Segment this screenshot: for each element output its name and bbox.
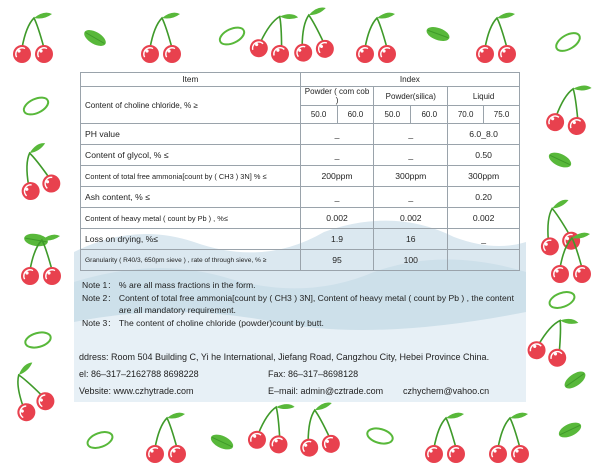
table-header-row — [81, 73, 520, 87]
cell-value: 0.20 — [448, 187, 520, 208]
tel-text: el: 86–317–2162788 8698228 — [79, 369, 199, 379]
cell-value: 6.0_8.0 — [448, 124, 520, 145]
row-label: Ash content, % ≤ — [81, 187, 301, 208]
cell-value: 1.9 — [300, 229, 374, 250]
note-key: Note 2： — [82, 292, 116, 303]
row-label: Loss on drying, %≤ — [81, 229, 301, 250]
row-label: Content of heavy metal ( count by Pb ) , %≤ — [81, 208, 301, 229]
note-text: % are all mass fractions in the form. — [118, 280, 256, 290]
cherry-icon — [356, 13, 396, 63]
cherry-icon — [545, 80, 593, 137]
leaf-icon — [85, 429, 114, 451]
table-row — [81, 87, 520, 106]
cherry-icon — [293, 402, 341, 459]
cell-value: _ — [374, 124, 448, 145]
table-row — [81, 187, 520, 208]
row-label: Content of glycol, % ≤ — [81, 145, 301, 166]
cell-value: 0.002 — [448, 208, 520, 229]
note-text: The content of choline chloride (powder)count by butt. — [118, 317, 324, 328]
note-key: Note 3： — [82, 317, 116, 328]
leaf-icon — [82, 27, 109, 49]
leaf-icon — [562, 368, 589, 392]
note-item — [82, 279, 522, 292]
choline-value: 70.0 — [448, 106, 484, 124]
cherry-icon — [476, 13, 516, 63]
index-header: Index — [300, 73, 519, 87]
choline-value: 60.0 — [337, 106, 374, 124]
table-row — [81, 166, 520, 187]
cherry-icon — [248, 6, 300, 65]
cell-value: _ — [448, 229, 520, 250]
cherry-icon — [531, 198, 583, 257]
leaf-icon — [425, 24, 452, 43]
table-row — [81, 145, 520, 166]
row-label: PH value — [81, 124, 301, 145]
col-group-powder-corncob: Powder ( com cob ) — [300, 87, 374, 106]
cell-value: 16 — [374, 229, 448, 250]
row-label: Granularity ( R40/3, 650pm sieve ) , rate of through sieve, % ≥ — [81, 250, 301, 271]
cherry-icon — [551, 233, 591, 283]
col-group-powder-silica: Powder(silica) — [374, 87, 448, 106]
table-row — [81, 208, 520, 229]
website-link[interactable]: Vebsite: www.czhytrade.com — [79, 386, 194, 396]
cell-value: 0.50 — [448, 145, 520, 166]
cell-value: _ — [300, 124, 374, 145]
cherry-icon — [141, 13, 181, 63]
cell-value: 300ppm — [374, 166, 448, 187]
cell-value: 0.002 — [300, 208, 374, 229]
leaf-icon — [217, 24, 246, 48]
leaf-icon — [209, 431, 236, 452]
cell-value: 95 — [300, 250, 374, 271]
fax-text: Fax: 86–317–8698128 — [268, 369, 359, 379]
cell-value: _ — [300, 145, 374, 166]
choline-value: 75.0 — [484, 106, 520, 124]
col-group-liquid: Liquid — [448, 87, 520, 106]
email2-link[interactable]: czhychem@vahoo.cn — [403, 386, 490, 396]
leaf-icon — [21, 94, 50, 118]
leaf-icon — [547, 149, 574, 170]
leaf-icon — [24, 330, 53, 350]
leaf-icon — [557, 419, 584, 440]
cell-value: 200ppm — [300, 166, 374, 187]
cherry-icon — [13, 13, 53, 63]
row-label: Content of total free ammonia[count by ( CH3 ) 3N] % ≤ — [81, 166, 301, 187]
choline-value: 50.0 — [374, 106, 411, 124]
note-text: Content of total free ammonia[count by ( CH3 ) 3N], Content of heavy metal ( count by Pb ) , the content are all mandatory requirement. — [118, 292, 514, 316]
cherry-icon — [425, 413, 465, 463]
cherry-icon — [489, 413, 529, 463]
note-item — [82, 292, 522, 317]
note-item — [82, 317, 522, 330]
leaf-icon — [553, 29, 583, 54]
cell-value: _ — [374, 145, 448, 166]
spec-table — [80, 72, 520, 271]
cell-value — [448, 250, 520, 271]
cell-value: _ — [300, 187, 374, 208]
table-row — [81, 229, 520, 250]
choline-value: 60.0 — [411, 106, 448, 124]
notes-section — [82, 279, 522, 329]
cell-value: 300ppm — [448, 166, 520, 187]
cherry-icon — [8, 142, 63, 203]
cherry-icon — [0, 361, 58, 425]
email-link[interactable]: E–mail: admin@cztrade.com — [268, 386, 384, 396]
choline-value: 50.0 — [300, 106, 337, 124]
cell-value: _ — [374, 187, 448, 208]
table-row — [81, 250, 520, 271]
note-key: Note 1： — [82, 280, 116, 290]
cell-value: 0.002 — [374, 208, 448, 229]
row-label-choline: Content of choline chloride, % ≥ — [81, 87, 301, 124]
table-row — [81, 124, 520, 145]
cell-value: 100 — [374, 250, 448, 271]
cherry-icon — [246, 397, 296, 455]
address-text: ddress: Room 504 Building C, Yi he International, Jiefang Road, Cangzhou City, Hebei Province China. — [79, 352, 490, 362]
leaf-icon — [547, 289, 576, 311]
cherry-icon — [525, 308, 580, 369]
item-header: Item — [81, 73, 301, 87]
leaf-icon — [366, 426, 395, 446]
cherry-icon — [146, 413, 186, 463]
